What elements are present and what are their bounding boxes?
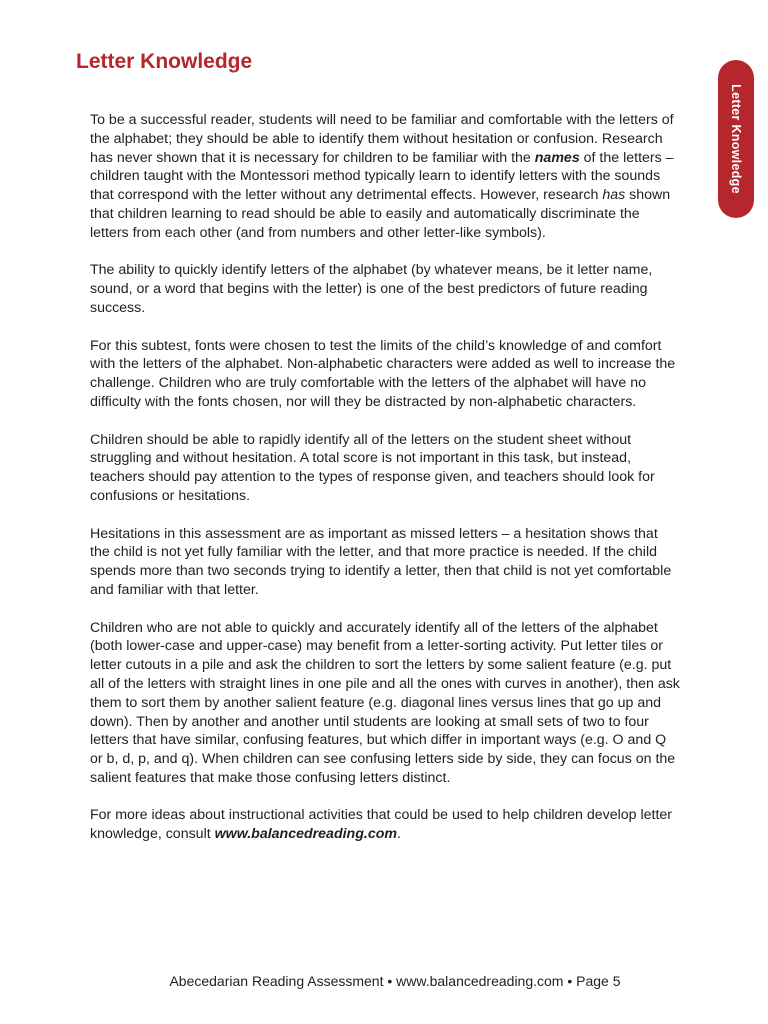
paragraph: Hesitations in this assessment are as important as missed letters – a hesitation shows that the child is not yet fully familiar with the letter, and that more practice is needed. If the child spends more than two seconds trying to identify a letter, then that child is not yet comfortable and familiar with that letter. [90,525,672,598]
emphasis: names [534,149,580,166]
paragraph: Children who are not able to quickly and accurately identify all of the letters of the alphabet (both lower-case and upper-case) may benefit from a letter-sorting activity. Put letter tiles or letter cutouts in a pile and ask the children to sort the letters by some salient feature (e.g. put all of the letters with straight lines in one pile and all the ones with curves in another), then ask them to sort them by another salient feature (e.g. diagonal lines versus lines that go up and down). Then by another and another until students are looking at small sets of two to four letters that have similar, confusing features, but which differ in important ways (e.g. O and Q or b, d, p, and q). When children can see confusing letters side by side, they can focus on the salient features that make those confusing letters distinct. [90,619,680,786]
website-link[interactable]: www.balancedreading.com [214,826,398,843]
section-tab-label: Letter Knowledge [729,84,743,194]
paragraph: The ability to quickly identify letters of the alphabet (by whatever means, be it letter name, sound, or a word that begins with the letter) is one of the best predictors of future reading success. [90,262,653,316]
body-text [90,111,680,863]
page-title: Letter Knowledge [76,50,253,73]
emphasis: has [602,187,626,204]
page-footer: Abecedarian Reading Assessment • www.balancedreading.com • Page 5 [169,973,621,989]
paragraph: For this subtest, fonts were chosen to test the limits of the child’s knowledge of and comfort with the letters of the alphabet. Non-alphabetic characters were added as well to increase the challenge. Children who are truly comfortable with the letters of the alphabet will have no difficulty with the fonts chosen, nor will they be distracted by non-alphabetic characters. [90,337,676,410]
paragraph: To be a successful reader, students will need to be familiar and comfortable with the letters of the alphabet; they should be able to identify them without hesitation or confusion. Research has never shown that it is necessary for children to be familiar with the names of the letters – children taught with the Montessori method typically learn to identify letters with the sounds that correspond with the letter without any detrimental effects. However, research has shown that children learning to read should be able to easily and automatically discriminate the letters from each other (and from numbers and other letter-like symbols). [90,112,674,241]
paragraph: For more ideas about instructional activities that could be used to help children develop letter knowledge, consult www.balancedreading.com. [90,807,673,843]
paragraph: Children should be able to rapidly identify all of the letters on the student sheet without struggling and without hesitation. A total score is not important in this task, but instead, teachers should pay attention to the types of response given, and teachers should look for confusions or hesitations. [90,431,655,504]
section-tab [718,60,754,218]
